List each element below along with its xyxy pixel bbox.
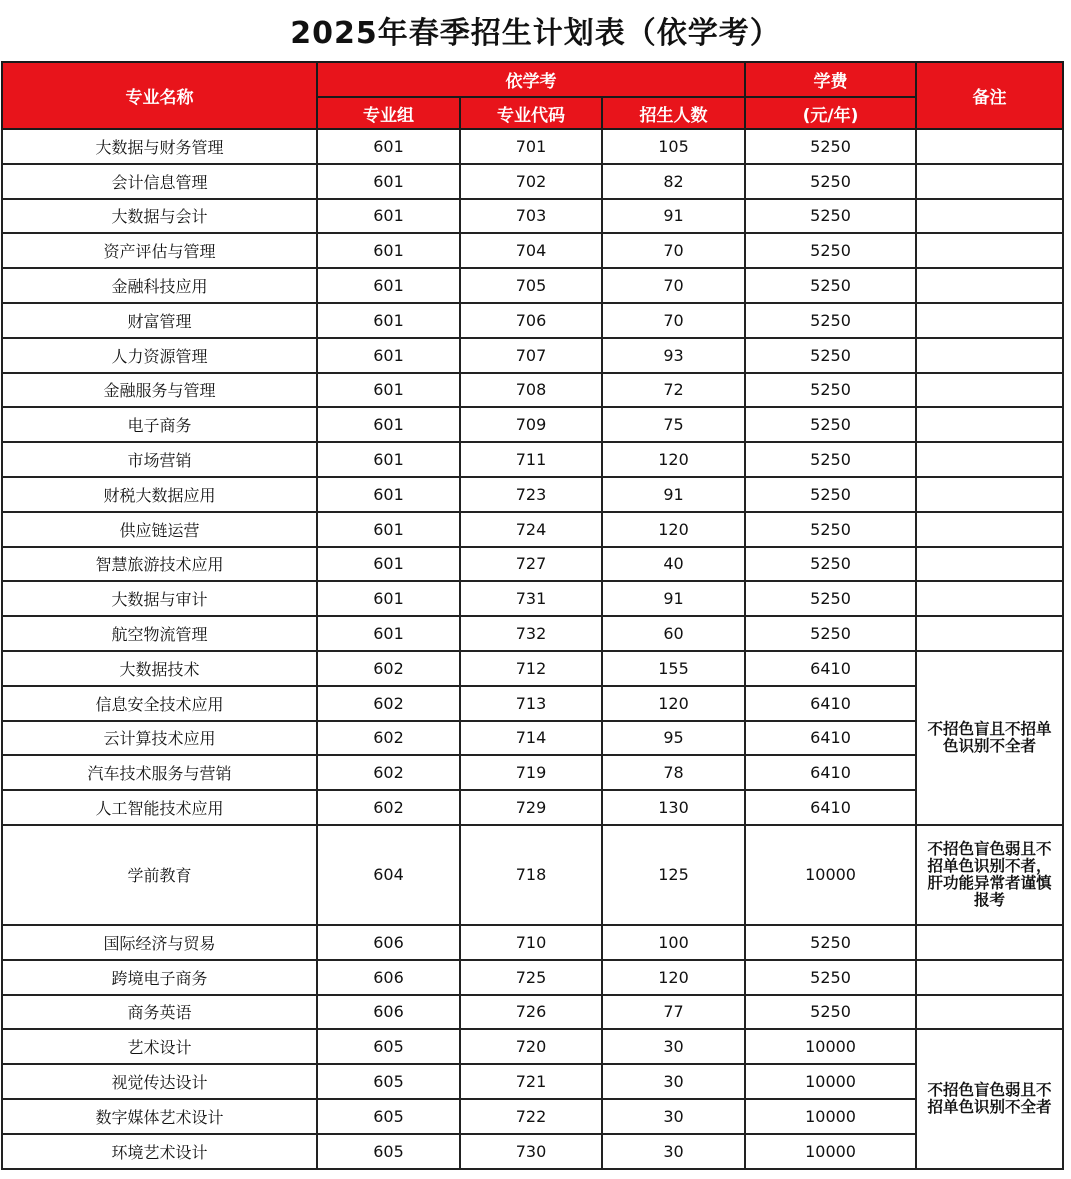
cell-remarks-empty — [916, 442, 1063, 477]
cell-major-group: 601 — [317, 581, 460, 616]
header-remarks: 备注 — [916, 62, 1063, 129]
cell-major-name: 大数据与审计 — [2, 581, 317, 616]
cell-enrollment: 82 — [602, 164, 745, 199]
cell-major-code: 712 — [460, 651, 602, 686]
table-row — [2, 442, 1063, 477]
cell-tuition: 10000 — [745, 1099, 916, 1134]
cell-remarks: 不招色盲且不招单色识别不全者 — [916, 651, 1063, 825]
cell-enrollment: 72 — [602, 373, 745, 408]
enrollment-table — [1, 61, 1064, 1170]
cell-major-group: 601 — [317, 338, 460, 373]
cell-major-code: 725 — [460, 960, 602, 995]
table-row — [2, 755, 1063, 790]
cell-major-code: 724 — [460, 512, 602, 547]
cell-major-name: 商务英语 — [2, 995, 317, 1030]
cell-major-code: 714 — [460, 721, 602, 756]
cell-tuition: 5250 — [745, 268, 916, 303]
table-row — [2, 1064, 1063, 1099]
cell-major-name: 艺术设计 — [2, 1029, 317, 1064]
cell-major-name: 金融科技应用 — [2, 268, 317, 303]
cell-tuition: 6410 — [745, 686, 916, 721]
cell-tuition: 5250 — [745, 442, 916, 477]
table-row — [2, 651, 1063, 686]
cell-major-name: 大数据与会计 — [2, 199, 317, 234]
cell-remarks-empty — [916, 338, 1063, 373]
cell-major-code: 719 — [460, 755, 602, 790]
cell-major-code: 718 — [460, 825, 602, 925]
cell-tuition: 6410 — [745, 651, 916, 686]
cell-major-code: 729 — [460, 790, 602, 825]
cell-major-code: 710 — [460, 925, 602, 960]
cell-enrollment: 120 — [602, 960, 745, 995]
cell-enrollment: 120 — [602, 512, 745, 547]
cell-major-name: 航空物流管理 — [2, 616, 317, 651]
cell-major-name: 跨境电子商务 — [2, 960, 317, 995]
cell-major-group: 601 — [317, 268, 460, 303]
table-row — [2, 790, 1063, 825]
cell-major-name: 财富管理 — [2, 303, 317, 338]
table-row — [2, 1099, 1063, 1134]
cell-enrollment: 105 — [602, 129, 745, 164]
cell-major-group: 602 — [317, 686, 460, 721]
cell-major-group: 602 — [317, 651, 460, 686]
cell-enrollment: 70 — [602, 233, 745, 268]
table-row — [2, 547, 1063, 582]
cell-remarks-empty — [916, 407, 1063, 442]
cell-major-name: 金融服务与管理 — [2, 373, 317, 408]
table-row — [2, 373, 1063, 408]
cell-remarks-empty — [916, 960, 1063, 995]
cell-remarks-empty — [916, 995, 1063, 1030]
cell-major-name: 供应链运营 — [2, 512, 317, 547]
cell-major-code: 723 — [460, 477, 602, 512]
cell-major-group: 601 — [317, 512, 460, 547]
cell-major-group: 602 — [317, 755, 460, 790]
cell-major-name: 环境艺术设计 — [2, 1134, 317, 1169]
cell-tuition: 6410 — [745, 790, 916, 825]
cell-enrollment: 75 — [602, 407, 745, 442]
table-row — [2, 581, 1063, 616]
cell-remarks-empty — [916, 477, 1063, 512]
cell-enrollment: 100 — [602, 925, 745, 960]
cell-major-code: 727 — [460, 547, 602, 582]
cell-remarks-empty — [916, 925, 1063, 960]
cell-major-group: 601 — [317, 477, 460, 512]
cell-major-code: 721 — [460, 1064, 602, 1099]
cell-major-code: 731 — [460, 581, 602, 616]
table-row — [2, 303, 1063, 338]
cell-major-name: 资产评估与管理 — [2, 233, 317, 268]
cell-major-name: 人工智能技术应用 — [2, 790, 317, 825]
cell-major-group: 606 — [317, 960, 460, 995]
cell-major-name: 大数据与财务管理 — [2, 129, 317, 164]
header-major-code: 专业代码 — [460, 97, 602, 129]
table-header — [2, 62, 1063, 129]
table-row — [2, 686, 1063, 721]
cell-remarks-empty — [916, 373, 1063, 408]
cell-major-name: 智慧旅游技术应用 — [2, 547, 317, 582]
cell-tuition: 10000 — [745, 825, 916, 925]
cell-major-name: 大数据技术 — [2, 651, 317, 686]
cell-tuition: 10000 — [745, 1029, 916, 1064]
cell-major-group: 601 — [317, 164, 460, 199]
cell-major-group: 605 — [317, 1099, 460, 1134]
cell-major-name: 人力资源管理 — [2, 338, 317, 373]
cell-major-code: 707 — [460, 338, 602, 373]
cell-major-group: 605 — [317, 1134, 460, 1169]
cell-remarks-empty — [916, 268, 1063, 303]
table-row — [2, 477, 1063, 512]
cell-tuition: 5250 — [745, 616, 916, 651]
cell-enrollment: 120 — [602, 442, 745, 477]
cell-major-code: 701 — [460, 129, 602, 164]
table-row — [2, 825, 1063, 925]
cell-major-name: 汽车技术服务与营销 — [2, 755, 317, 790]
cell-enrollment: 91 — [602, 199, 745, 234]
cell-tuition: 5250 — [745, 129, 916, 164]
cell-major-name: 电子商务 — [2, 407, 317, 442]
cell-tuition: 6410 — [745, 721, 916, 756]
cell-major-code: 706 — [460, 303, 602, 338]
cell-major-group: 602 — [317, 790, 460, 825]
cell-major-group: 601 — [317, 547, 460, 582]
header-tuition: 学费 — [745, 62, 916, 97]
header-exam-group: 依学考 — [317, 62, 745, 97]
table-row — [2, 199, 1063, 234]
table-row — [2, 721, 1063, 756]
table-row — [2, 995, 1063, 1030]
cell-tuition: 5250 — [745, 477, 916, 512]
cell-enrollment: 125 — [602, 825, 745, 925]
cell-enrollment: 70 — [602, 303, 745, 338]
cell-enrollment: 30 — [602, 1029, 745, 1064]
cell-major-group: 601 — [317, 373, 460, 408]
cell-major-code: 720 — [460, 1029, 602, 1064]
cell-major-group: 601 — [317, 233, 460, 268]
cell-remarks-empty — [916, 581, 1063, 616]
cell-major-group: 601 — [317, 616, 460, 651]
cell-enrollment: 30 — [602, 1064, 745, 1099]
cell-major-name: 数字媒体艺术设计 — [2, 1099, 317, 1134]
cell-tuition: 5250 — [745, 164, 916, 199]
cell-major-group: 601 — [317, 199, 460, 234]
table-row — [2, 1134, 1063, 1169]
table-row — [2, 512, 1063, 547]
cell-remarks-empty — [916, 303, 1063, 338]
table-row — [2, 1029, 1063, 1064]
cell-tuition: 5250 — [745, 925, 916, 960]
table-row — [2, 960, 1063, 995]
cell-major-group: 605 — [317, 1064, 460, 1099]
cell-enrollment: 91 — [602, 581, 745, 616]
cell-major-group: 601 — [317, 407, 460, 442]
cell-major-name: 财税大数据应用 — [2, 477, 317, 512]
cell-remarks-empty — [916, 129, 1063, 164]
cell-tuition: 5250 — [745, 338, 916, 373]
cell-enrollment: 60 — [602, 616, 745, 651]
cell-major-code: 703 — [460, 199, 602, 234]
table-row — [2, 164, 1063, 199]
cell-remarks-empty — [916, 199, 1063, 234]
cell-remarks-empty — [916, 616, 1063, 651]
cell-major-code: 711 — [460, 442, 602, 477]
cell-tuition: 5250 — [745, 233, 916, 268]
cell-remarks: 不招色盲色弱且不招单色识别不者，肝功能异常者谨慎报考 — [916, 825, 1063, 925]
cell-tuition: 6410 — [745, 755, 916, 790]
cell-tuition: 5250 — [745, 581, 916, 616]
cell-tuition: 5250 — [745, 960, 916, 995]
table-row — [2, 268, 1063, 303]
cell-major-name: 云计算技术应用 — [2, 721, 317, 756]
cell-tuition: 5250 — [745, 199, 916, 234]
cell-major-name: 市场营销 — [2, 442, 317, 477]
cell-enrollment: 120 — [602, 686, 745, 721]
cell-remarks-empty — [916, 164, 1063, 199]
cell-enrollment: 30 — [602, 1099, 745, 1134]
header-tuition-unit: (元/年) — [745, 97, 916, 129]
cell-major-code: 730 — [460, 1134, 602, 1169]
cell-major-code: 705 — [460, 268, 602, 303]
cell-major-group: 602 — [317, 721, 460, 756]
cell-tuition: 5250 — [745, 373, 916, 408]
cell-remarks: 不招色盲色弱且不招单色识别不全者 — [916, 1029, 1063, 1168]
cell-enrollment: 70 — [602, 268, 745, 303]
cell-major-code: 702 — [460, 164, 602, 199]
cell-major-group: 606 — [317, 925, 460, 960]
table-row — [2, 925, 1063, 960]
cell-major-code: 722 — [460, 1099, 602, 1134]
table-row — [2, 233, 1063, 268]
cell-tuition: 5250 — [745, 547, 916, 582]
cell-major-code: 732 — [460, 616, 602, 651]
table-row — [2, 338, 1063, 373]
cell-major-code: 726 — [460, 995, 602, 1030]
table-row — [2, 407, 1063, 442]
cell-tuition: 5250 — [745, 303, 916, 338]
header-major-name: 专业名称 — [2, 62, 317, 129]
cell-enrollment: 93 — [602, 338, 745, 373]
cell-remarks-empty — [916, 547, 1063, 582]
header-enrollment: 招生人数 — [602, 97, 745, 129]
cell-major-group: 606 — [317, 995, 460, 1030]
cell-major-code: 704 — [460, 233, 602, 268]
cell-major-name: 会计信息管理 — [2, 164, 317, 199]
table-body — [2, 129, 1063, 1169]
cell-tuition: 5250 — [745, 407, 916, 442]
cell-major-name: 信息安全技术应用 — [2, 686, 317, 721]
cell-major-name: 学前教育 — [2, 825, 317, 925]
cell-enrollment: 95 — [602, 721, 745, 756]
cell-enrollment: 155 — [602, 651, 745, 686]
cell-major-group: 605 — [317, 1029, 460, 1064]
page-title: 2025年春季招生计划表（依学考） — [290, 16, 781, 51]
cell-major-code: 713 — [460, 686, 602, 721]
cell-major-group: 601 — [317, 129, 460, 164]
cell-enrollment: 77 — [602, 995, 745, 1030]
cell-enrollment: 40 — [602, 547, 745, 582]
cell-enrollment: 78 — [602, 755, 745, 790]
cell-tuition: 5250 — [745, 995, 916, 1030]
cell-tuition: 10000 — [745, 1134, 916, 1169]
cell-enrollment: 130 — [602, 790, 745, 825]
cell-major-group: 604 — [317, 825, 460, 925]
cell-major-name: 视觉传达设计 — [2, 1064, 317, 1099]
header-major-group: 专业组 — [317, 97, 460, 129]
cell-tuition: 10000 — [745, 1064, 916, 1099]
cell-major-name: 国际经济与贸易 — [2, 925, 317, 960]
cell-remarks-empty — [916, 233, 1063, 268]
cell-enrollment: 91 — [602, 477, 745, 512]
table-row — [2, 129, 1063, 164]
table-row — [2, 616, 1063, 651]
cell-tuition: 5250 — [745, 512, 916, 547]
cell-enrollment: 30 — [602, 1134, 745, 1169]
cell-major-group: 601 — [317, 303, 460, 338]
cell-major-code: 709 — [460, 407, 602, 442]
cell-remarks-empty — [916, 512, 1063, 547]
cell-major-group: 601 — [317, 442, 460, 477]
cell-major-code: 708 — [460, 373, 602, 408]
